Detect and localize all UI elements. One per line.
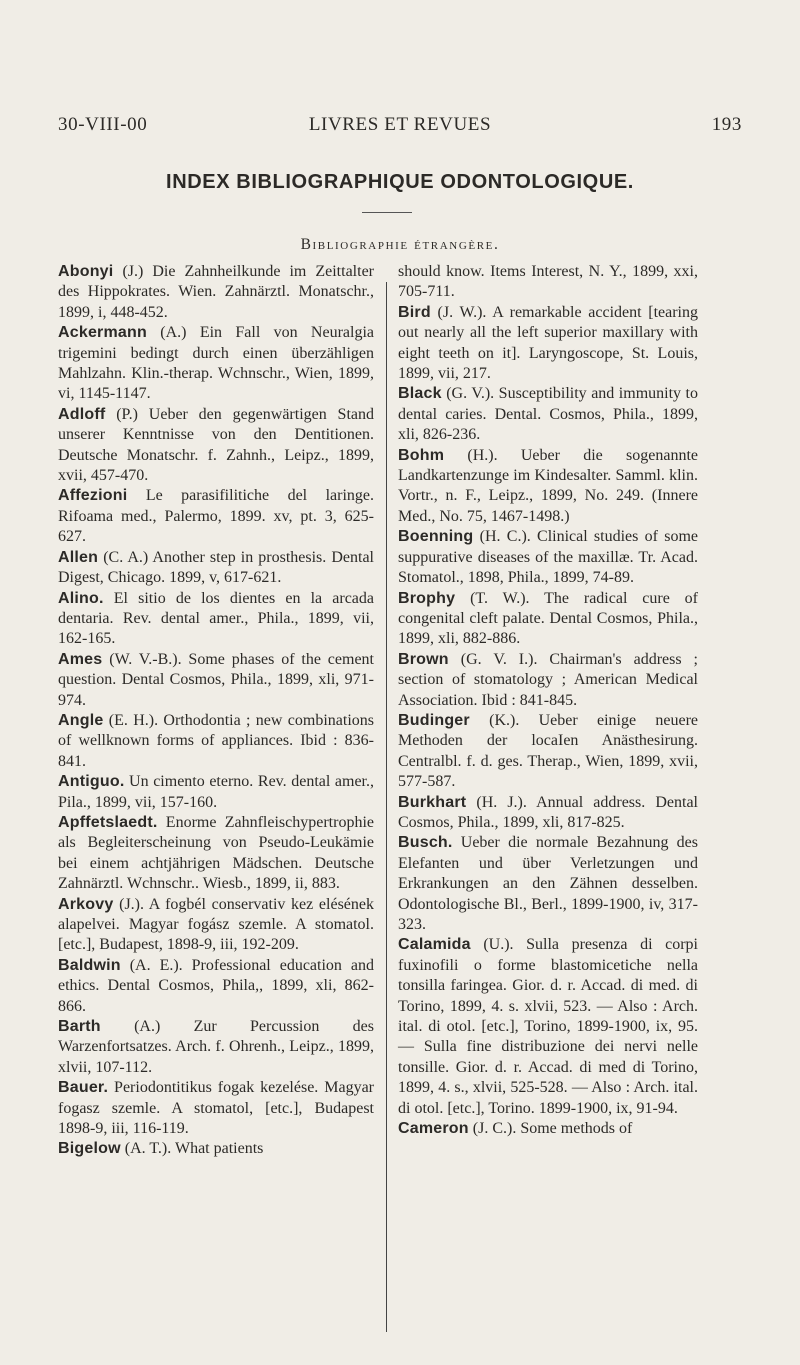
bibliography-entry [398,589,698,650]
bibliography-entry [58,711,374,772]
entry-citation: (A.) Zur Percussion des Warzenfortsatzes. Arch. f. Ohrenh., Leipz., 1899, xlvii, 107-112. [58,1018,374,1076]
entry-author: Alino. [58,589,104,607]
running-head [58,114,742,138]
entry-citation: (J.). A fogbél conservativ kez elésének alapelvei. Magyar fogász szemle. A stomatol. [etc.], Budapest, 1898-9, iii, 192-209. [58,895,374,954]
entry-citation: (G. V.). Susceptibility and immunity to dental caries. Dental. Cosmos, Phila., 1899, xli, 826-236. [398,385,698,444]
entry-citation: (G. V. I.). Chairman's address ; section of stomatology ; American Medical Association. Ibid : 841-845. [398,650,698,709]
bibliography-entry [398,833,698,935]
entry-author: Apffetslaedt. [58,813,158,831]
entry-citation: (H. C.). Clinical studies of some suppurative diseases of the maxillæ. Tr. Acad. Stomatol., 1898, Phila., 1899, 74-89. [398,528,698,587]
bibliography-entry [398,1119,698,1139]
section-title: Bibliographie étrangère. [300,236,500,253]
entry-citation: Enorme Zahnfleischypertrophie als Begleiterscheinung von Pseudo-Leukämie bei einem achtjährigen Mädschen. Deutsche Zahnärztl. Wchnschr.. Wiesb., 1899, ii, 883. [58,813,374,893]
entry-author: Allen [58,548,99,566]
entry-author: Boenning [398,528,474,546]
entry-citation: (A.) Ein Fall von Neuralgia trigemini bedingt durch einen überzähligen Mahlzahn. Klin.-therap. Wchnschr., Wien, 1899, vi, 1145-1147. [58,324,374,403]
entry-author: Bauer. [58,1079,109,1097]
bibliography-entry [58,1139,374,1159]
entry-citation: (J. W.). A remarkable accident [tearing out nearly all the left superior maxillary with eight teeth on it]. Laryngoscope, St. Louis, 1899, vii, 217. [398,303,698,383]
bibliography-entry [398,711,698,793]
entry-citation: should know. Items Interest, N. Y., 1899, xxi, 705-711. [398,263,698,301]
entry-citation: (H. J.). Annual address. Dental Cosmos, Phila., 1899, xli, 817-825. [398,793,698,831]
bibliography-entry [398,446,698,528]
bibliography-entry [58,772,374,813]
bibliography-entry [58,813,374,895]
bibliography-entry [58,895,374,956]
bibliography-entry [58,1017,374,1078]
entry-author: Brophy [398,589,456,607]
entry-author: Affezioni [58,487,128,505]
page-title: INDEX BIBLIOGRAPHIQUE ODONTOLOGIQUE. [166,171,634,193]
entry-author: Burkhart [398,793,467,811]
page-number: 193 [711,114,742,135]
column-divider [386,282,387,1332]
entry-author: Cameron [398,1120,469,1138]
entry-author: Abonyi [58,263,114,280]
entry-citation: (J.) Die Zahnheilkunde im Zeittalter des Hippokrates. Wien. Zahnärztl. Monatschr., 1899, i, 448-452. [58,263,374,321]
entry-author: Calamida [398,936,471,954]
entry-citation: (T. W.). The radical cure of congenital cleft palate. Dental Cosmos, Phila., 1899, xli, 882-886. [398,589,698,648]
entry-citation: Ueber die normale Bezahnung des Elefanten und über Verletzungen und Erkrankungen an den Zähnen desselben. Odontologische Bl., Berl., 1899-1900, iv, 317-323. [398,834,698,933]
entry-citation: (J. C.). Some methods of [468,1120,633,1138]
bibliography-entry [58,262,374,323]
bibliography-entry [398,527,698,588]
entry-citation: Periodontitikus fogak kezelése. Magyar fogasz szemle. A stomatol, [etc.], Budapest 1898-9, iii, 116-119. [58,1079,374,1138]
bibliography-entry [58,956,374,1017]
bibliography-entry [398,384,698,445]
bibliography-entry [58,486,374,547]
bibliography-entry [58,548,374,589]
right-column [398,262,698,1139]
entry-author: Bird [398,303,431,321]
bibliography-entry [58,650,374,711]
entry-citation: El sitio de los dientes en la arcada dentaria. Rev. dental amer., Phila., 1899, vii, 162-165. [58,589,374,648]
entry-author: Black [398,385,442,403]
entry-author: Barth [58,1018,101,1036]
entry-citation: (E. H.). Orthodontia ; new combinations of wellknown forms of appliances. Ibid : 836-841. [58,711,374,770]
entry-citation: (U.). Sulla presenza di corpi fuxinofili o forme blastomicetiche nella tonsilla faringea. Gior. d. r. Accad. di med. di Torino, 1899, 4. s. xlvii, 523. — Also : Arch. ital. di otol. [etc.], Torino, 1899-1900, ix, 95. — Sulla fine distribuzione dei nervi nelle tonsille. Gior. d. r. Accad. di med di Torino, 1899, 4. s., xlvii, 525-528. — Also : Arch. ital. di otol. [etc.], Torino. 1899-1900, ix, 91-94. [398,936,698,1117]
bibliography-entry [398,303,698,385]
entry-citation: (A. E.). Professional education and ethics. Dental Cosmos, Phila,, 1899, xli, 862-866. [58,956,374,1015]
entry-author: Bigelow [58,1140,121,1158]
bibliography-entry [58,589,374,650]
entry-author: Arkovy [58,895,114,913]
bibliography-entry [398,935,698,1119]
entry-citation: (A. T.). What patients [120,1140,264,1158]
entry-author: Ames [58,650,103,668]
entry-author: Adloff [58,405,106,423]
entry-author: Antiguo. [58,773,125,791]
entry-citation: (W. V.-B.). Some phases of the cement question. Dental Cosmos, Phila., 1899, xli, 971-974. [58,650,374,709]
entry-author: Busch. [398,834,453,852]
running-head-section: LIVRES ET REVUES [308,114,492,135]
bibliography-entry [398,262,698,303]
entry-author: Ackermann [58,324,147,342]
entry-author: Brown [398,650,449,668]
bibliography-entry [398,793,698,834]
running-head-date: 30-VIII-00 [58,114,148,135]
title-divider [362,212,412,213]
bibliography-entry [58,405,374,487]
bibliography-entry [58,1078,374,1139]
entry-citation: (C. A.) Another step in prosthesis. Dental Digest, Chicago. 1899, v, 617-621. [58,548,374,587]
entry-citation: (K.). Ueber einige neuere Methoden der locaIen Anästhesirung. Centralbl. f. d. ges. Therap., Wien, 1899, xvii, 577-587. [398,711,698,791]
left-column [58,262,374,1160]
entry-citation: (P.) Ueber den gegenwärtigen Stand unserer Kenntnisse von den Dentitionen. Deutsche Monatschr. f. Zahnh., Leipz., 1899, xvii, 457-470. [58,405,374,485]
entry-author: Bohm [398,446,445,464]
entry-author: Angle [58,711,104,729]
entry-citation: (H.). Ueber die sogenannte Landkartenzunge im Kindesalter. Samml. klin. Vortr., n. F., Leipz., 1899, No. 249. (Innere Med., No. 75, 1467-1498.) [398,446,698,525]
entry-author: Budinger [398,711,470,729]
bibliography-entry [58,323,374,405]
entry-author: Baldwin [58,956,121,974]
bibliography-entry [398,650,698,711]
entry-citation: Un cimento eterno. Rev. dental amer., Pila., 1899, vii, 157-160. [58,773,374,811]
entry-citation: Le parasifilitiche del laringe. Rifoama med., Palermo, 1899. xv, pt. 3, 625-627. [58,487,374,546]
